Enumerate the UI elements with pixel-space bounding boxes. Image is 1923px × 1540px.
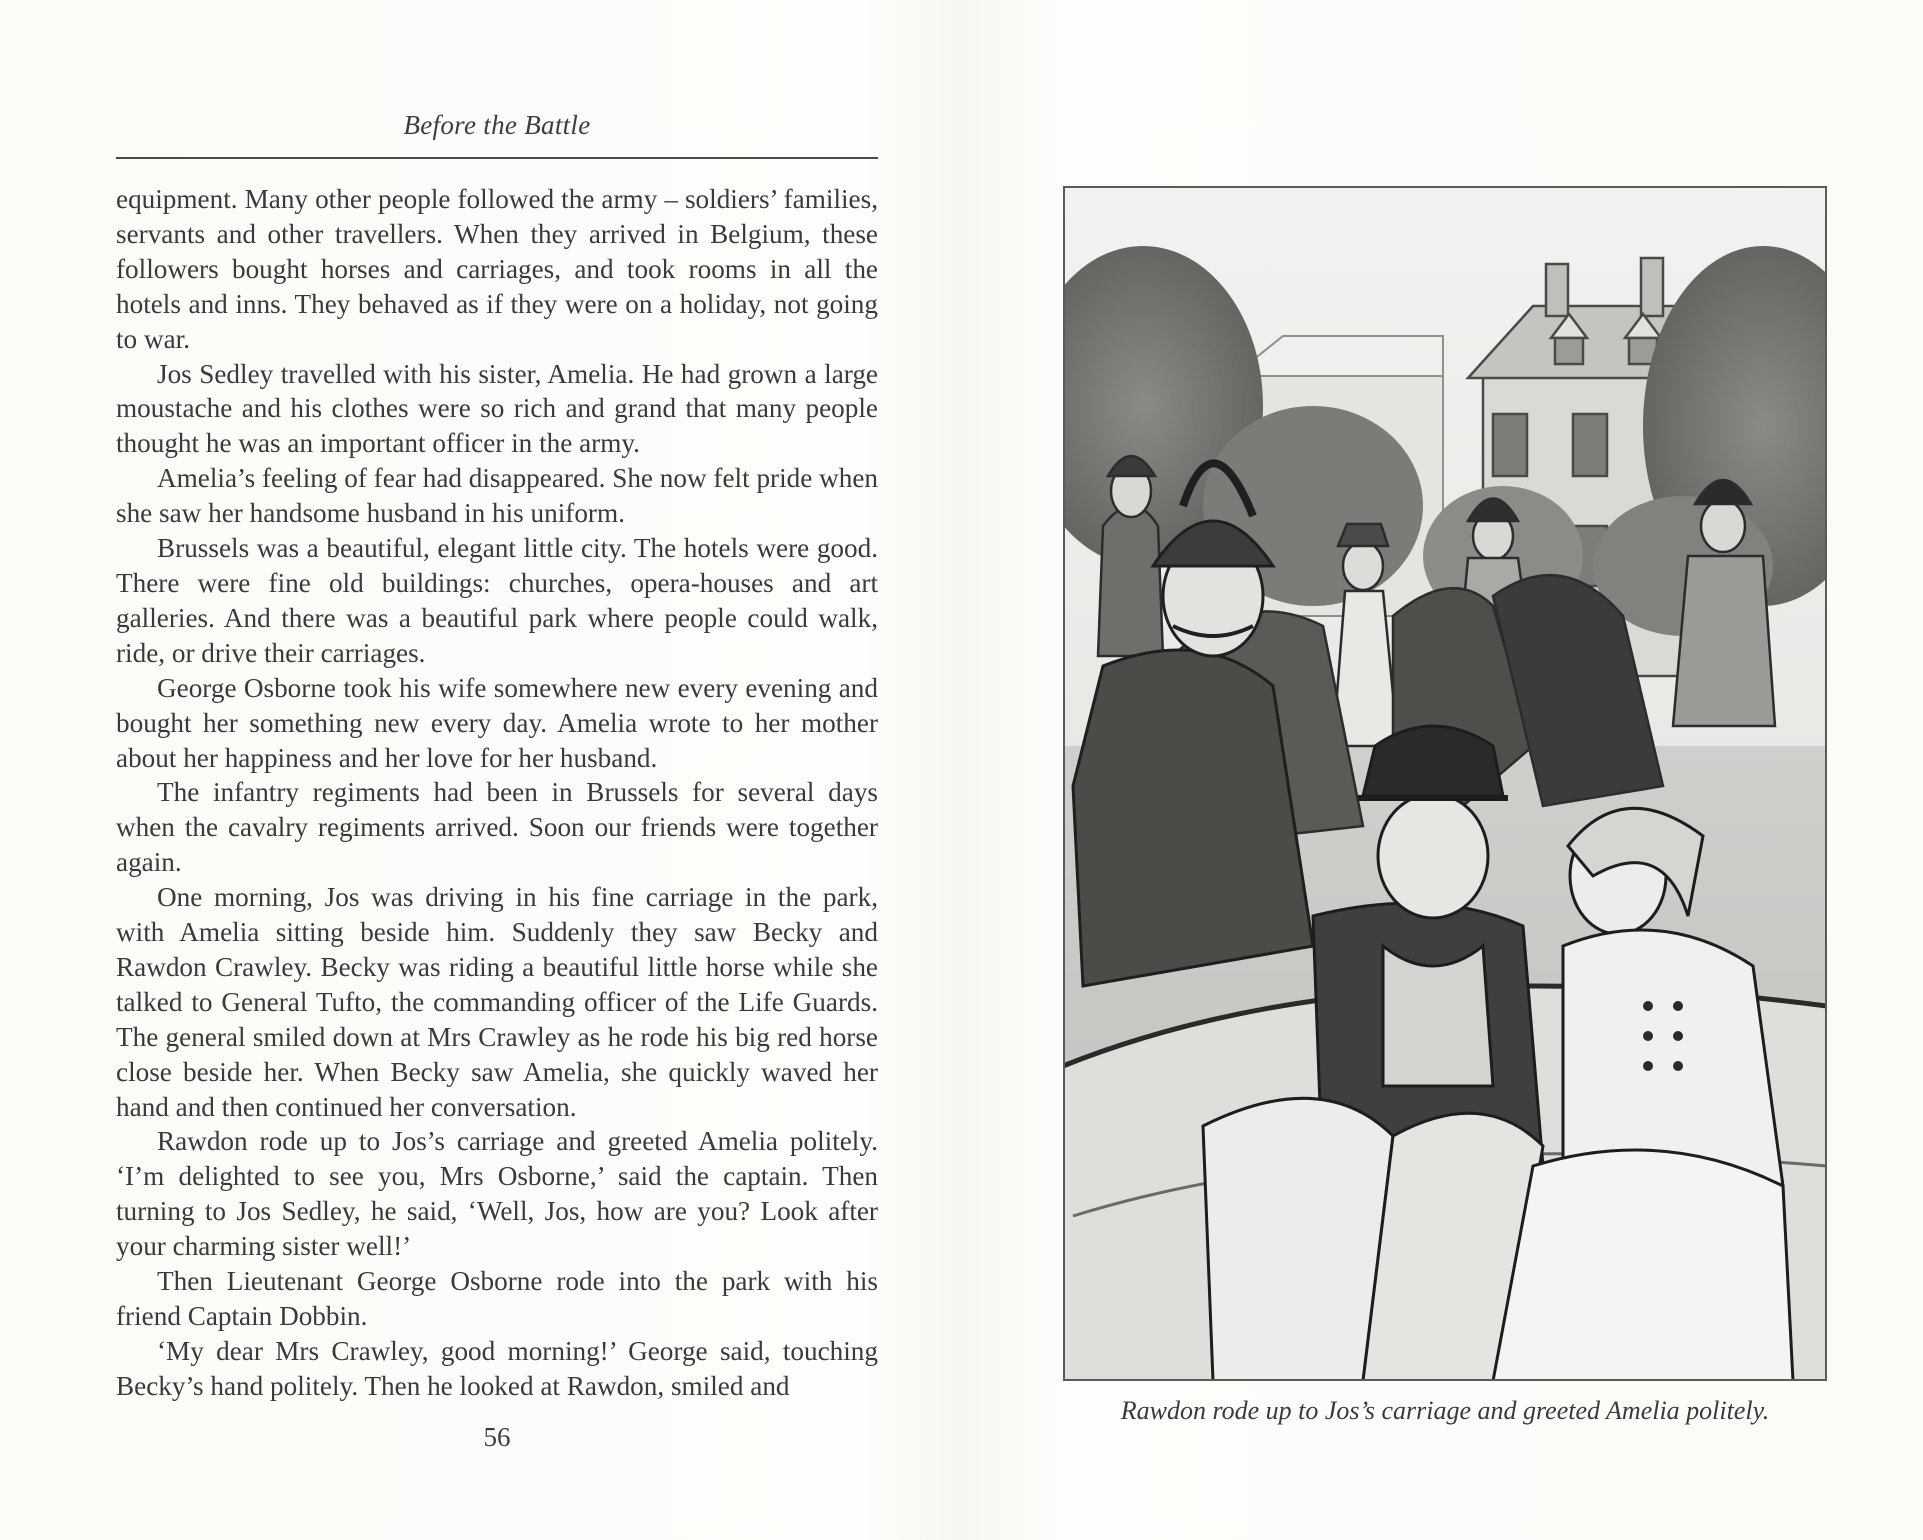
running-head: Before the Battle xyxy=(403,110,591,140)
period-carriage-scene-illustration-icon xyxy=(1063,186,1827,1381)
body-text xyxy=(116,182,878,1404)
header-rule xyxy=(116,157,878,159)
paragraph: ‘My dear Mrs Crawley, good morning!’ George said, touching Becky’s hand politely. Then he looked at Rawdon, smiled and xyxy=(116,1335,878,1401)
illustration xyxy=(1063,186,1827,1381)
paragraph: Amelia’s feeling of fear had disappeared. She now felt pride when she saw her handsome husband in his uniform. xyxy=(116,463,878,529)
paragraph: Then Lieutenant George Osborne rode into the park with his friend Captain Dobbin. xyxy=(116,1266,878,1331)
page-number: 56 xyxy=(483,1422,511,1452)
illustration-caption: Rawdon rode up to Jos’s carriage and greeted Amelia politely. xyxy=(1120,1396,1770,1425)
left-page xyxy=(116,110,878,1480)
paragraph: Jos Sedley travelled with his sister, Amelia. He had grown a large moustache and his clothes were so rich and grand that many people thought he was an important officer in the army. xyxy=(116,358,878,459)
paragraph: Rawdon rode up to Jos’s carriage and greeted Amelia politely. ‘I’m delighted to see you, Mrs Osborne,’ said the captain. Then turning to Jos Sedley, he said, ‘Well, Jos, how are you? Look after your charming sister well!’ xyxy=(116,1126,878,1262)
paragraph: equipment. Many other people followed the army – soldiers’ families, servants and other travellers. When they arrived in Belgium, these followers bought horses and carriages, and took rooms in all the hotels and inns. They behaved as if they were on a holiday, not going to war. xyxy=(116,184,878,354)
paragraph: Brussels was a beautiful, elegant little city. The hotels were good. There were fine old buildings: churches, opera-houses and art galleries. And there was a beautiful park where people could walk, ride, or drive their carriages. xyxy=(116,533,878,668)
paragraph: George Osborne took his wife somewhere new every evening and bought her something new every day. Amelia wrote to her mother about her happiness and her love for her husband. xyxy=(116,672,878,773)
paragraph: One morning, Jos was driving in his fine carriage in the park, with Amelia sitting beside him. Suddenly they saw Becky and Rawdon Crawley. Becky was riding a beautiful little horse while she talked to General Tufto, the commanding officer of the Life Guards. The general smiled down at Mrs Crawley as he rode his big red horse close beside her. When Becky saw Amelia, she quickly waved her hand and then continued her conversation. xyxy=(116,882,878,1122)
paragraph: The infantry regiments had been in Brussels for several days when the cavalry regiments arrived. Soon our friends were together again. xyxy=(116,777,878,878)
